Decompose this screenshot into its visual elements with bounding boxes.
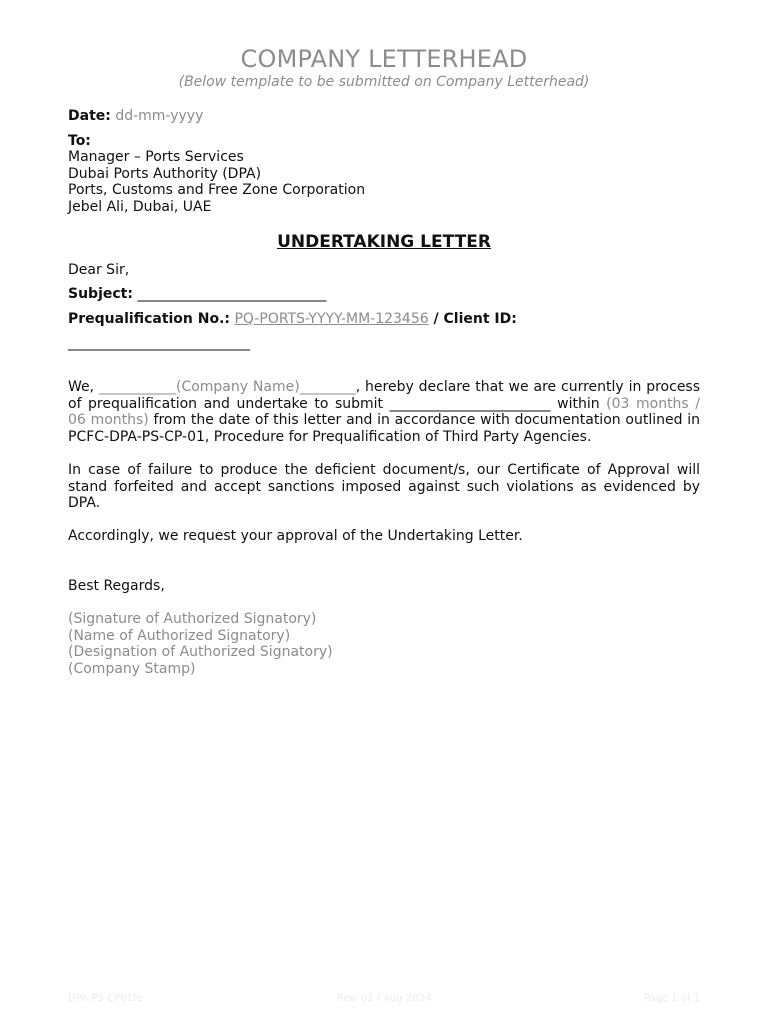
company-stamp-placeholder: (Company Stamp) bbox=[68, 660, 196, 677]
recipient-line: Ports, Customs and Free Zone Corporation bbox=[68, 182, 366, 199]
client-id-blank: __________________________ bbox=[68, 335, 250, 352]
declaration-text-b: from the date of this letter and in accordance with documentation outlined in PCFC-DPA-PS-CP-01, Procedure for Prequalification of Third Party Agencies. bbox=[68, 412, 700, 445]
failure-paragraph: In case of failure to produce the deficient document/s, our Certificate of Approval will stand forfeited and accept sanctions imposed against such violations as evidenced by DPA. bbox=[68, 461, 700, 512]
we-text: We, bbox=[68, 378, 95, 395]
prequalification-number-link[interactable]: PQ-PORTS-YYYY-MM-123456 bbox=[234, 310, 429, 327]
subject-line bbox=[68, 286, 700, 303]
to-label: To: bbox=[68, 132, 91, 149]
signature-placeholder: (Signature of Authorized Signatory) bbox=[68, 611, 317, 628]
subject-label: Subject: bbox=[68, 286, 133, 303]
letterhead-title: COMPANY LETTERHEAD bbox=[240, 45, 528, 73]
designation-placeholder: (Designation of Authorized Signatory) bbox=[68, 644, 333, 661]
letter-content bbox=[68, 44, 700, 677]
salutation: Dear Sir, bbox=[68, 261, 130, 278]
date-placeholder: dd-mm-yyyy bbox=[115, 108, 204, 124]
prequalification-label: Prequalification No.: bbox=[68, 310, 231, 327]
period-placeholder: (03 months / 06 months) bbox=[68, 395, 700, 429]
request-paragraph: Accordingly, we request your approval of the Undertaking Letter. bbox=[68, 528, 523, 545]
prequalification-line bbox=[68, 311, 700, 328]
declaration-paragraph bbox=[68, 379, 700, 445]
date-label: Date: bbox=[68, 108, 111, 124]
footer-revision: Rev. 01 / Aug 2024 bbox=[336, 993, 432, 1004]
signature-block bbox=[68, 611, 700, 677]
letter-title: UNDERTAKING LETTER bbox=[277, 231, 491, 252]
date-line bbox=[68, 108, 700, 125]
recipient-line: Manager – Ports Services bbox=[68, 149, 244, 166]
subject-blank: ___________________________ bbox=[137, 286, 327, 303]
recipient-line: Jebel Ali, Dubai, UAE bbox=[68, 198, 212, 215]
name-placeholder: (Name of Authorized Signatory) bbox=[68, 627, 291, 644]
closing: Best Regards, bbox=[68, 577, 165, 594]
recipient-block bbox=[68, 133, 700, 216]
company-name-placeholder: ___________(Company Name)________ bbox=[98, 378, 356, 395]
footer-page-number: Page 1 of 1 bbox=[643, 993, 700, 1004]
footer-doc-code: DPA-PS-CP01fe bbox=[68, 993, 143, 1004]
letterhead-note: (Below template to be submitted on Company Letterhead) bbox=[178, 74, 590, 90]
client-id-label: / Client ID: bbox=[428, 310, 517, 327]
recipient-line: Dubai Ports Authority (DPA) bbox=[68, 165, 262, 182]
declaration-text-a: , hereby declare that we are currently in process of prequalification and undertake to submit _______________________ within bbox=[68, 378, 701, 412]
